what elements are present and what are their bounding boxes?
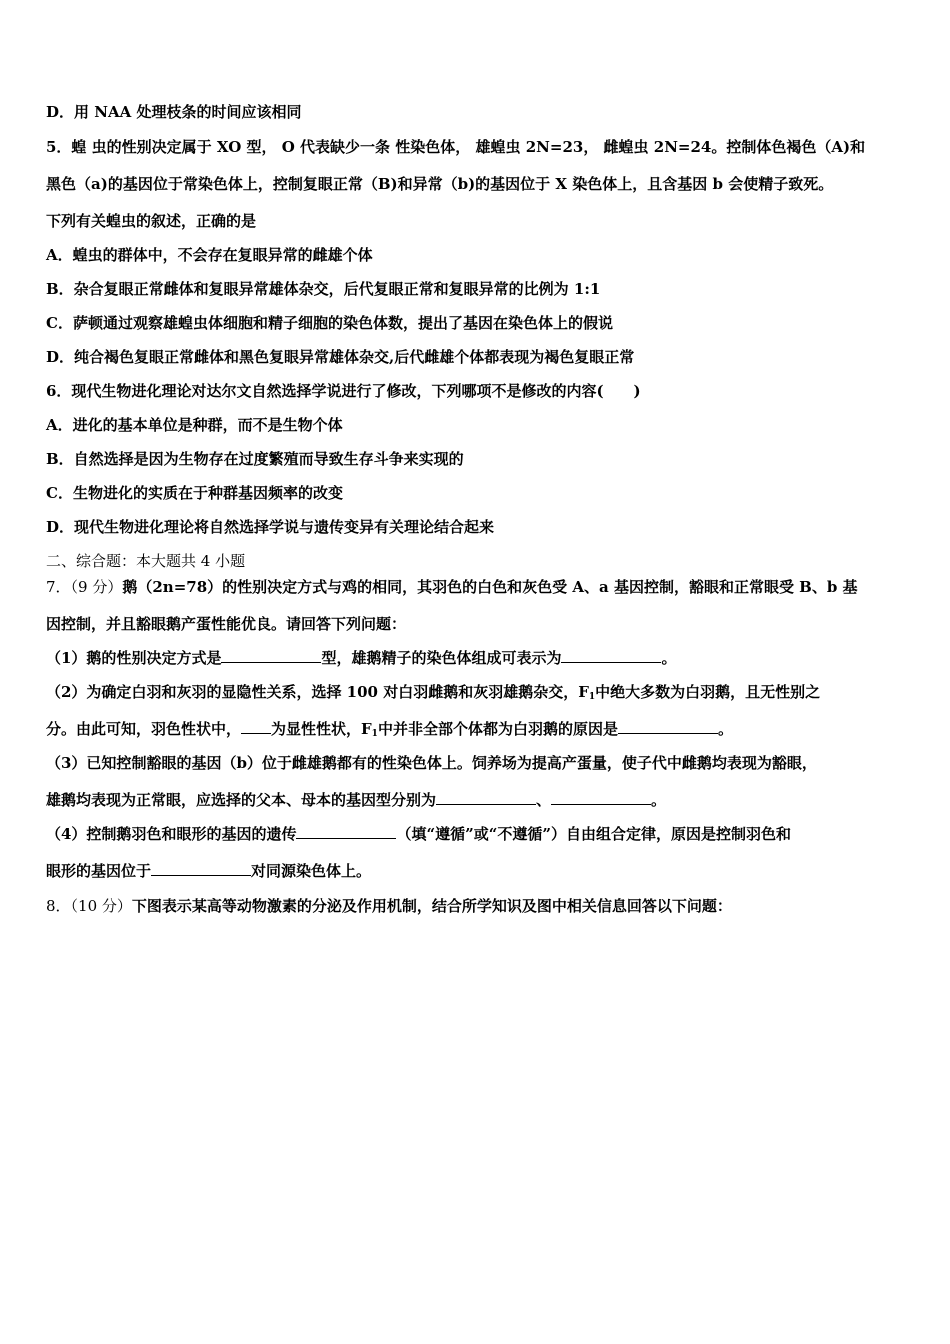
q5-option-c: C．萨顿通过观察雄蝗虫体细胞和精子细胞的染色体数，提出了基因在染色体上的假说 [46,314,613,332]
q7-p4-text-b: （填“遵循”或“不遵循”）自由组合定律，原因是控制羽色和 [396,825,791,843]
q7-p4-text-c: 眼形的基因位于 [46,862,152,880]
q7-p3-text-b: 雄鹅均表现为正常眼，应选择的父本、母本的基因型分别为 [46,791,437,809]
q7-p3-text-d: 。 [651,791,667,809]
q8-stem [46,896,732,916]
q5-option-b: B．杂合复眼正常雌体和复眼异常雄体杂交，后代复眼正常和复眼异常的比例为 1:1 [46,280,601,298]
answer-blank[interactable] [561,648,661,663]
q7-number: 7．（9 分） [46,578,123,596]
q7-part2-line2 [46,719,733,744]
subscript: 1 [371,729,378,739]
q7-stem-line2: 因控制，并且豁眼鹅产蛋性能优良。请回答下列问题： [46,615,407,633]
q7-p2-text-a: （2）为确定白羽和灰羽的显隐性关系，选择 100 对白羽雌鹅和灰羽雄鹅杂交，F [46,683,589,701]
q7-p4-text-a: （4）控制鹅羽色和眼形的基因的遗传 [46,825,297,843]
q7-p1-text-b: 型，雄鹅精子的染色体组成可表示为 [321,649,562,667]
q7-p2-text-d: 为显性性状，F [271,720,372,738]
q7-p2-text-e: 中并非全部个体都为白羽鹅的原因是 [377,720,618,738]
subscript: 1 [588,692,596,702]
q7-part2-line1 [46,682,820,707]
q6-option-c: C．生物进化的实质在于种群基因频率的改变 [46,484,343,502]
answer-blank[interactable] [551,790,651,805]
answer-blank[interactable] [296,824,396,839]
q8-number: 8．（10 分） [46,897,132,915]
q7-stem-line1 [46,577,858,597]
q7-part1 [46,648,676,668]
answer-blank[interactable] [436,790,536,805]
q7-p1-text-a: （1）鹅的性别决定方式是 [46,649,222,667]
q7-p2-text-c: 分。由此可知，羽色性状中， [46,720,242,738]
q7-part3-line1: （3）已知控制豁眼的基因（b）位于雌雄鹅都有的性染色体上。饲养场为提高产蛋量，使子代中雌鹅均表现为豁眼， [46,754,817,772]
q8-stem-text: 下图表示某高等动物激素的分泌及作用机制，结合所学知识及图中相关信息回答以下问题： [131,897,732,915]
q5-stem-line3: 下列有关蝗虫的叙述，正确的是 [46,212,257,230]
q5-option-d: D．纯合褐色复眼正常雌体和黑色复眼异常雄体杂交,后代雌雄个体都表现为褐色复眼正常 [46,348,635,366]
q7-stem-a: 鹅（2n=78）的性别决定方式与鸡的相同，其羽色的白色和灰色受 A、a 基因控制，豁眼和正常眼受 B、b 基 [122,578,858,596]
q5-stem-line1: 5．蝗 虫的性别决定属于 XO 型， O 代表缺少一条 性染色体， 雄蝗虫 2N=23， 雌蝗虫 2N=24。控制体色褐色（A)和 [46,138,866,156]
q7-part4-line1 [46,824,791,844]
q6-option-a: A．进化的基本单位是种群，而不是生物个体 [46,416,343,434]
answer-blank[interactable] [618,719,718,734]
q7-p1-text-c: 。 [661,649,677,667]
q7-p4-text-d: 对同源染色体上。 [251,862,372,880]
q7-p3-text-c: 、 [536,791,552,809]
q6-option-b: B．自然选择是因为生物存在过度繁殖而导致生存斗争来实现的 [46,450,464,468]
answer-blank[interactable] [151,861,251,876]
q5-option-a: A．蝗虫的群体中，不会存在复眼异常的雌雄个体 [46,246,373,264]
answer-blank[interactable] [241,719,271,734]
section-2-title: 二、综合题：本大题共 4 小题 [46,552,246,570]
q7-p2-text-f: 。 [717,720,733,738]
q7-part3-line2 [46,790,666,810]
q7-part4-line2 [46,861,371,881]
q6-stem: 6．现代生物进化理论对达尔文自然选择学说进行了修改，下列哪项不是修改的内容( ) [46,382,641,400]
answer-blank[interactable] [221,648,321,663]
q7-p2-text-b: 中绝大多数为白羽鹅，且无性别之 [595,683,821,701]
q5-stem-line2: 黑色（a)的基因位于常染色体上，控制复眼正常（B)和异常（b)的基因位于 X 染色体上，且含基因 b 会使精子致死。 [46,175,834,193]
q6-option-d: D．现代生物进化理论将自然选择学说与遗传变异有关理论结合起来 [46,518,495,536]
q4-option-d: D．用 NAA 处理枝条的时间应该相同 [46,103,302,121]
